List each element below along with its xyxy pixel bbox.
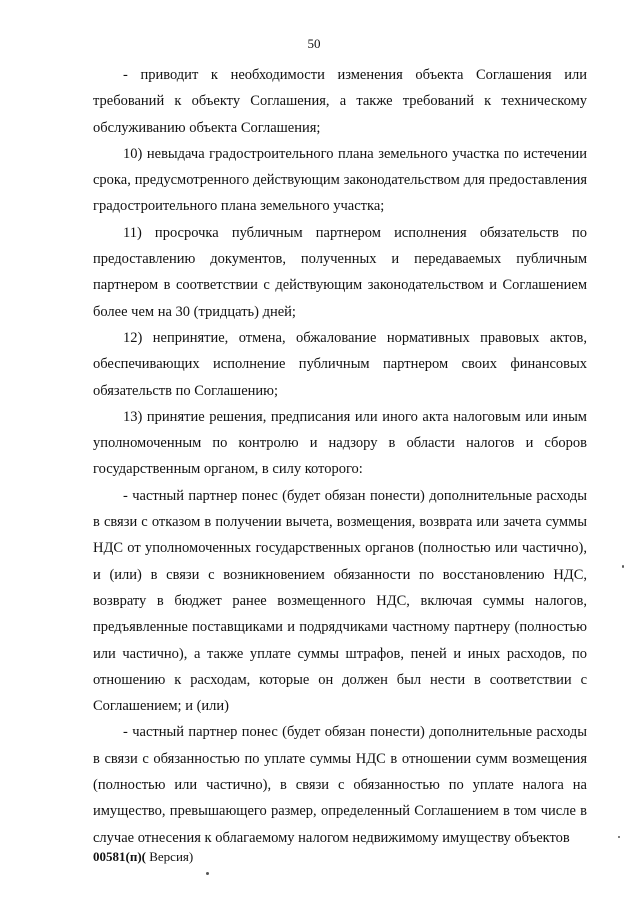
document-version: Версия) [145,849,194,864]
paragraph: - приводит к необходимости изменения объекта Соглашения или требований к объекту Соглашения, а также требований к техническому обслуживанию объекта Соглашения; [93,67,587,136]
paragraph: 13) принятие решения, предписания или иного акта налоговым или иным уполномоченным по контролю и надзору в области налогов и сборов государственным органом, в силу которого: [93,408,587,478]
document-code: 00581(п)( [93,849,146,864]
paragraph: 10) невыдача градостроительного плана земельного участка по истечении срока, предусмотренного действующим законодательством для предоставления градостроительного плана земельного участка; [93,145,587,215]
document-body [93,62,587,851]
scan-speck [618,836,620,838]
paragraph: - частный партнер понес (будет обязан понести) дополнительные расходы в связи с отказом в получении вычета, возмещения, возврата или зачета суммы НДС от уполномоченных государственных органов (полностью или частично), и (или) в связи с возникновением обязанности по восстановлению НДС, возврату в бюджет ранее возмещенного НДС, включая суммы налогов, предъявленные поставщиками и подрядчиками частному партнеру (полностью или частично), а также уплате суммы штрафов, пеней и иных расходов, по отношению к расходам, которые он должен был нести в соответствии с Соглашением; и (или) [93,487,587,715]
scan-speck [206,872,209,875]
document-footer [93,849,193,865]
paragraph: 11) просрочка публичным партнером исполнения обязательств по предоставлению документов, полученных и передаваемых публичным партнером в соответствии с действующим законодательством и Соглашением более чем на 30 (тридцать) дней; [93,224,587,320]
paragraph: - частный партнер понес (будет обязан понести) дополнительные расходы в связи с обязанностью по уплате суммы НДС в отношении сумм возмещения (полностью или частично), в связи с обязанностью по уплате налога на имущество, превышающего размер, определенный Соглашением в том числе в случае отнесения к облагаемому налогом недвижимому имуществу объектов [93,724,587,846]
page-number: 50 [307,36,321,51]
scan-speck [622,565,624,568]
paragraph: 12) непринятие, отмена, обжалование нормативных правовых актов, обеспечивающих исполнение публичным партнером своих финансовых обязательств по Соглашению; [93,329,587,399]
